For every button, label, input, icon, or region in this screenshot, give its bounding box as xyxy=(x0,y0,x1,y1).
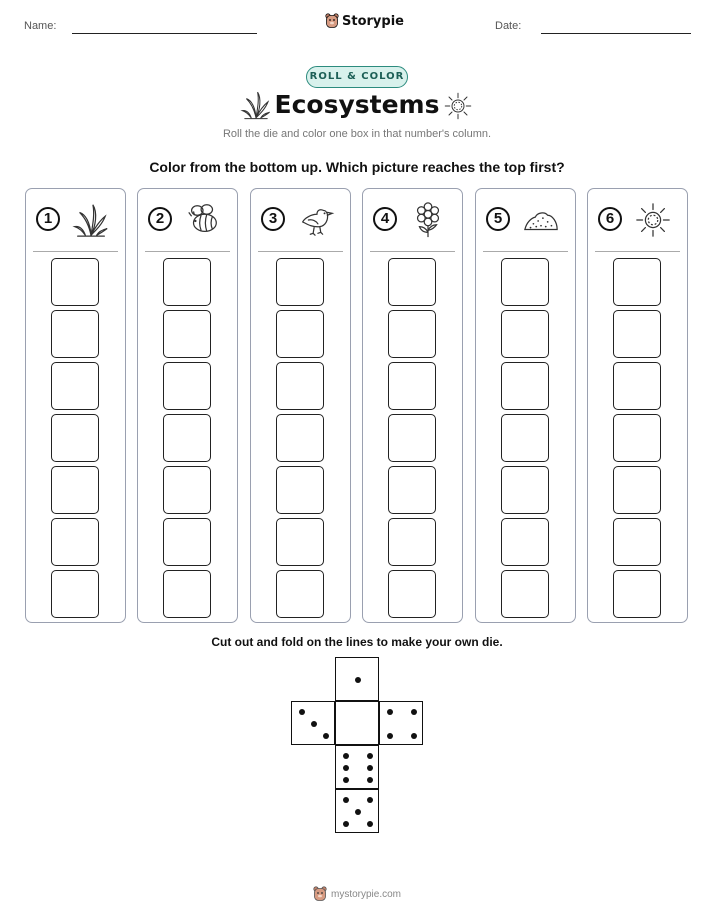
footer-url[interactable]: mystorypie.com xyxy=(330,888,401,900)
die-pip xyxy=(323,733,329,739)
color-box[interactable] xyxy=(51,310,99,358)
column-number: 1 xyxy=(36,207,60,231)
column-header xyxy=(36,201,116,239)
die-pip xyxy=(311,721,317,727)
color-box[interactable] xyxy=(613,310,661,358)
brand-name: Storypie xyxy=(342,13,404,29)
die-pip xyxy=(367,797,373,803)
color-box[interactable] xyxy=(163,570,211,618)
column-2 xyxy=(137,188,238,623)
color-box[interactable] xyxy=(276,570,324,618)
column-header xyxy=(148,201,228,239)
color-box[interactable] xyxy=(501,570,549,618)
color-box[interactable] xyxy=(163,414,211,462)
color-box[interactable] xyxy=(51,570,99,618)
die-pip xyxy=(411,733,417,739)
subtitle: Roll the die and color one box in that number's column. xyxy=(222,128,492,140)
color-box[interactable] xyxy=(388,466,436,514)
column-number: 2 xyxy=(148,207,172,231)
brand-logo xyxy=(325,13,404,29)
name-line[interactable] xyxy=(72,33,257,34)
die-pip xyxy=(343,777,349,783)
sun-icon xyxy=(443,91,473,121)
column-number: 4 xyxy=(373,207,397,231)
color-box[interactable] xyxy=(51,466,99,514)
column-header xyxy=(373,201,453,239)
column-number: 6 xyxy=(598,207,622,231)
color-box[interactable] xyxy=(501,518,549,566)
die-pip xyxy=(343,797,349,803)
color-box[interactable] xyxy=(51,362,99,410)
color-box[interactable] xyxy=(163,466,211,514)
color-box[interactable] xyxy=(276,362,324,410)
die-pip xyxy=(411,709,417,715)
die-pip xyxy=(367,777,373,783)
color-box[interactable] xyxy=(501,466,549,514)
color-box[interactable] xyxy=(276,414,324,462)
activity-badge: ROLL & COLOR xyxy=(306,66,408,88)
die-pip xyxy=(343,765,349,771)
die-pip xyxy=(355,677,361,683)
column-number: 3 xyxy=(261,207,285,231)
die-face-top xyxy=(335,657,379,701)
color-box[interactable] xyxy=(276,518,324,566)
grass-icon xyxy=(72,201,110,239)
die-pip xyxy=(343,753,349,759)
bear-logo-icon xyxy=(313,886,327,902)
page-title: Ecosystems xyxy=(274,90,440,119)
color-box[interactable] xyxy=(276,310,324,358)
footer xyxy=(0,886,714,902)
column-number: 5 xyxy=(486,207,510,231)
color-box[interactable] xyxy=(51,518,99,566)
column-header xyxy=(486,201,566,239)
color-box[interactable] xyxy=(388,570,436,618)
color-box[interactable] xyxy=(163,362,211,410)
color-box[interactable] xyxy=(388,362,436,410)
color-box[interactable] xyxy=(51,258,99,306)
bee-icon xyxy=(184,201,222,239)
sun-icon xyxy=(634,201,672,239)
die-pip xyxy=(367,765,373,771)
color-box[interactable] xyxy=(613,466,661,514)
color-box[interactable] xyxy=(163,310,211,358)
column-1 xyxy=(25,188,126,623)
die-face-center xyxy=(335,701,379,745)
date-label: Date: xyxy=(495,20,522,32)
die-pip xyxy=(355,809,361,815)
color-box[interactable] xyxy=(276,258,324,306)
color-box[interactable] xyxy=(501,258,549,306)
column-header xyxy=(598,201,678,239)
soil-icon xyxy=(522,201,560,239)
color-box[interactable] xyxy=(613,518,661,566)
die-pip xyxy=(367,821,373,827)
die-pip xyxy=(387,709,393,715)
instruction-text: Color from the bottom up. Which picture reaches the top first? xyxy=(149,159,565,175)
die-face-left xyxy=(291,701,335,745)
column-header xyxy=(261,201,341,239)
color-box[interactable] xyxy=(51,414,99,462)
name-label: Name: xyxy=(24,20,57,32)
die-pip xyxy=(343,821,349,827)
color-box[interactable] xyxy=(501,414,549,462)
cut-instruction: Cut out and fold on the lines to make your own die. xyxy=(211,635,503,649)
flower-icon xyxy=(409,201,447,239)
color-box[interactable] xyxy=(276,466,324,514)
die-pip xyxy=(367,753,373,759)
color-box[interactable] xyxy=(613,362,661,410)
die-face-right xyxy=(379,701,423,745)
color-box[interactable] xyxy=(388,310,436,358)
color-box[interactable] xyxy=(613,258,661,306)
column-6 xyxy=(587,188,688,623)
date-line[interactable] xyxy=(541,33,691,34)
color-box[interactable] xyxy=(388,518,436,566)
column-5 xyxy=(475,188,576,623)
die-face-bottom xyxy=(335,789,379,833)
color-box[interactable] xyxy=(163,258,211,306)
bear-logo-icon xyxy=(325,13,339,29)
color-box[interactable] xyxy=(501,310,549,358)
column-3 xyxy=(250,188,351,623)
color-box[interactable] xyxy=(388,258,436,306)
die-face-lower xyxy=(335,745,379,789)
color-box[interactable] xyxy=(163,518,211,566)
color-box[interactable] xyxy=(388,414,436,462)
column-4 xyxy=(362,188,463,623)
color-box[interactable] xyxy=(613,414,661,462)
die-pip xyxy=(387,733,393,739)
color-box[interactable] xyxy=(613,570,661,618)
bird-icon xyxy=(297,201,335,239)
die-pip xyxy=(299,709,305,715)
color-box[interactable] xyxy=(501,362,549,410)
